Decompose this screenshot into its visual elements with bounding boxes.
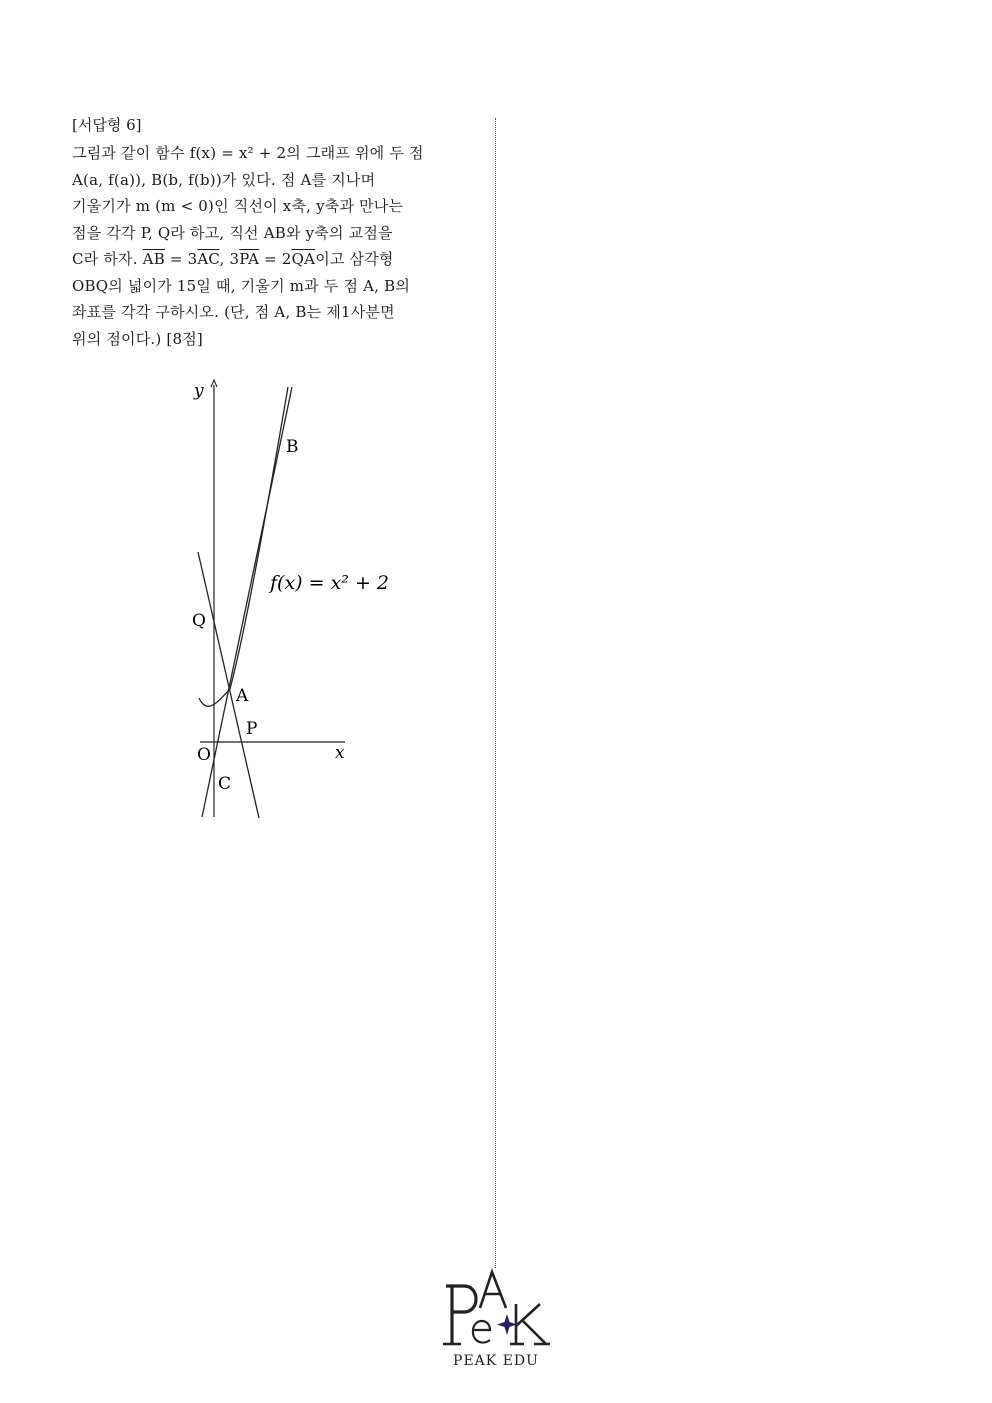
line5-post: 이고 삼각형 <box>315 250 394 268</box>
logo-name: PEAK EDU <box>453 1353 539 1369</box>
problem-line-2: A(a, f(a)), B(b, f(b))가 있다. 점 A를 지나며 <box>72 170 376 189</box>
graph-svg <box>180 375 400 825</box>
graph-figure <box>180 375 400 825</box>
problem-line-1: 그림과 같이 함수 f(x) = x² + 2의 그래프 위에 두 점 <box>72 144 424 162</box>
problem-line-4: 점을 각각 P, Q라 하고, 직선 AB와 y축의 교점을 <box>72 223 393 242</box>
function-label: f(x) = x² + 2 <box>270 572 389 594</box>
point-b-label: B <box>286 437 299 457</box>
problem-block <box>72 112 472 352</box>
segment-pa: $\overline{PA}$ <box>239 250 260 268</box>
logo-mark <box>440 1268 555 1354</box>
logo-star-icon <box>497 1314 517 1335</box>
point-a-label: A <box>236 686 249 706</box>
segment-ab: $\overline{AB}$ <box>142 250 165 268</box>
line5-mid1: = 3 <box>164 250 198 268</box>
point-q-label: Q <box>192 611 206 631</box>
peak-edu-logo <box>440 1268 555 1376</box>
problem-number: [서답형 6] <box>72 116 142 134</box>
problem-line-7: 좌표를 각각 구하시오. (단, 점 A, B는 제1사분면 <box>72 303 395 321</box>
line5-pre: C라 하자. <box>72 250 143 268</box>
line5-mid2: , 3 <box>219 250 240 268</box>
problem-text <box>72 140 472 352</box>
point-p-label: P <box>246 719 258 739</box>
segment-qa: $\overline{QA}$ <box>291 250 316 268</box>
origin-label: O <box>197 745 211 765</box>
line-ab <box>202 387 292 817</box>
segment-ac: $\overline{AC}$ <box>197 250 220 268</box>
parabola-curve <box>199 387 288 706</box>
line5-mid3: = 2 <box>259 250 292 268</box>
problem-line-6: OBQ의 넓이가 15일 때, 기울기 m과 두 점 A, B의 <box>72 276 411 295</box>
column-divider <box>495 118 496 1268</box>
problem-line-5 <box>72 246 472 273</box>
y-axis-label: y <box>194 381 204 401</box>
problem-line-3: 기울기가 m (m < 0)인 직선이 x축, y축과 만나는 <box>72 197 404 215</box>
x-axis-label: x <box>335 743 345 763</box>
problem-line-8: 위의 점이다.) [8점] <box>72 329 203 348</box>
point-c-label: C <box>218 774 232 794</box>
